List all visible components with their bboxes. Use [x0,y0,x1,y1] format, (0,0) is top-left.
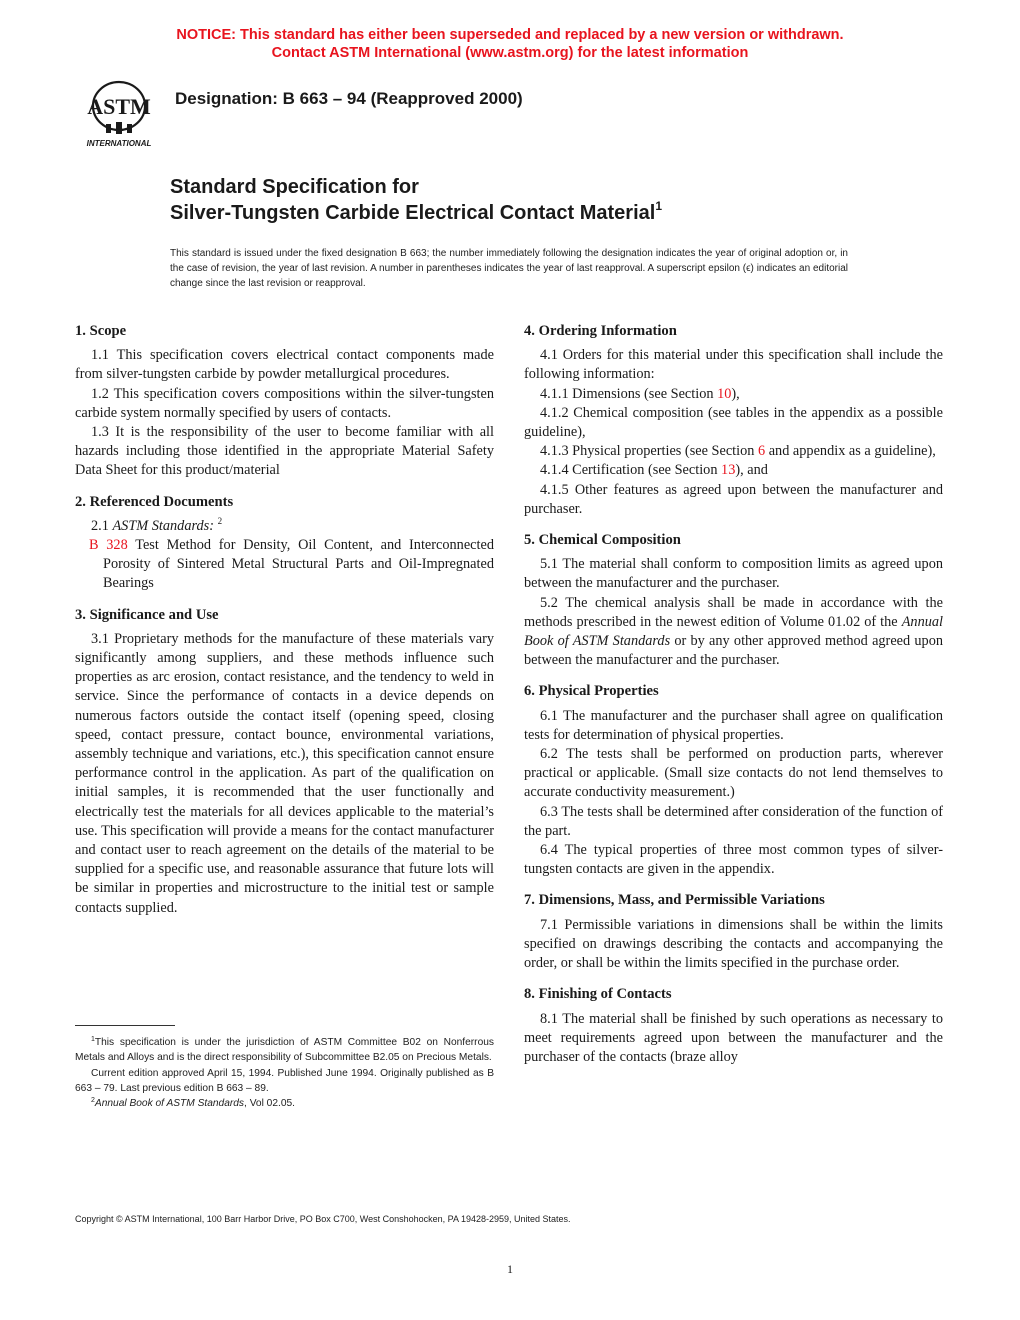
paragraph: 5.2 The chemical analysis shall be made in accordance with the methods prescribed in the newest edition of Volume 01.02 of the Annual Book of ASTM Standards or by any other approved method agreed upon between the manufacturer and the purchaser. [524,594,943,669]
notice-line-1: NOTICE: This standard has either been superseded and replaced by a new version or withdrawn. [176,27,844,43]
reference-entry: B 328 Test Method for Density, Oil Content, and Interconnected Porosity of Sintered Metal Structural Parts and Oil-Impregnated Bearings [89,537,494,592]
paragraph: 4.1.5 Other features as agreed upon between the manufacturer and purchaser. [524,481,943,517]
designation: Designation: B 663 – 94 (Reapproved 2000) [175,89,523,108]
paragraph: 8.1 The material shall be finished by such operations as necessary to meet requirements agreed upon between the manufacturer and the purchaser of the contacts (braze alloy [524,1010,943,1065]
issuance-statement: This standard is issued under the fixed designation B 663; the number immediately following the designation indicates the year of original adoption or, in the case of revision, the year of last revision. A number in parentheses indicates the year of last reapproval. A superscript epsilon (ϵ) indicates an editorial change since the last revision or reapproval. [170,248,848,289]
section-link-6[interactable]: 6 [757,443,766,460]
logo-word: ASTM [87,94,151,119]
left-column [75,322,494,918]
paragraph: 4.1.2 Chemical composition (see tables in the appendix as a possible guideline), [524,404,943,441]
title-line-2 [170,200,662,226]
title-line-1: Standard Specification for [170,176,419,198]
title-footnote-mark: 1 [655,199,662,213]
paragraph: 4.1.4 Certification (see Section 13), and [540,462,768,479]
paragraph: 1.2 This specification covers compositions within the silver-tungsten carbide system normally specified by users of contacts. [75,385,494,421]
document-title [170,174,662,226]
paragraph: 1.1 This specification covers electrical contact components made from silver-tungsten carbide by powder metallurgical procedures. [75,347,494,383]
paragraph: 6.3 The tests shall be determined after consideration of the function of the part. [524,803,943,839]
notice-banner [0,26,1020,62]
paragraph: 6.4 The typical properties of three most common types of silver-tungsten contacts are given in the appendix. [524,842,943,878]
paragraph: 1.3 It is the responsibility of the user to become familiar with all hazards including those identified in the appropriate Material Safety Data Sheet for this product/material [75,424,494,479]
section-heading: 5. Chemical Composition [524,532,681,549]
paragraph: 3.1 Proprietary methods for the manufacture of these materials vary significantly among suppliers, and these methods influence such properties as arc erosion, contact resistance, and the tendency to weld in service. Since the performance of contacts in a device depends on numerous factors outside the contact itself (opening speed, closing speed, contact pressure, contact bounce, environmental variations, assembly technique and variations, etc.), this specification cannot ensure performance control in the application. As part of the qualification on initial samples, it is recommended that the user functionally and electrically test the materials for all devices applicable to the material’s use. This specification will provide a means for the contact manufacturer and contact user to reach agreement on the details of the material to be supplied for a specific use, and reasonable assurance that future lots will be similar in properties and microstructure to the initial test or sample contacts supplied. [75,630,494,916]
paragraph: 7.1 Permissible variations in dimensions shall be within the limits specified on drawings describing the contacts and accompanying the order, or shall be within the limits specified in the purchase order. [524,916,943,972]
page-number: 1 [507,1262,513,1276]
reference-link-b328[interactable]: B 328 [89,537,128,554]
logo-caption: INTERNATIONAL [86,139,152,148]
section-heading: 7. Dimensions, Mass, and Permissible Variations [524,892,825,909]
section-heading: 3. Significance and Use [75,606,219,623]
section-link-10[interactable]: 10 [717,385,732,402]
footnotes [75,1035,494,1111]
footnote-2: $^2$Annual Book of ASTM Standards, Vol 02.05. [91,1097,296,1110]
section-heading: 2. Referenced Documents [75,493,234,510]
paragraph: 6.2 The tests shall be performed on production parts, wherever practical or applicable. (Small size contacts do not lend themselves to accurate conductivity measurement.) [524,746,943,801]
paragraph: 4.1.3 Physical properties (see Section 6 and appendix as a guideline), [540,443,936,460]
paragraph: 4.1 Orders for this material under this specification shall include the following information: [524,347,943,383]
paragraph: 5.1 The material shall conform to composition limits as agreed upon between the manufacturer and the purchaser. [524,556,943,592]
paragraph: 2.1 ASTM Standards: $^2$ [91,515,223,534]
footnote-1: $^1$This specification is under the jurisdiction of ASTM Committee B02 on Nonferrous Metals and Alloys and is the direct responsibility of Subcommittee B2.05 on Precious Metals. [75,1036,494,1064]
footnote-divider [75,1025,175,1026]
astm-standards-label: ASTM Standards: [112,517,214,534]
section-heading: 8. Finishing of Contacts [524,986,672,1003]
notice-line-2: Contact ASTM International (www.astm.org) for the latest information [271,45,749,61]
footnote-ref: 2 [217,515,223,526]
title-line-2-text: Silver-Tungsten Carbide Electrical Contact Material [170,202,656,224]
copyright-line: Copyright © ASTM International, 100 Barr Harbor Drive, PO Box C700, West Conshohocken, PA 19428-2959, United States. [75,1214,571,1224]
section-heading: 6. Physical Properties [524,683,659,700]
paragraph: 4.1.1 Dimensions (see Section 10), [540,385,740,402]
paragraph: 6.1 The manufacturer and the purchaser shall agree on qualification tests for determination of physical properties. [524,707,943,743]
astm-logo-icon [76,78,162,150]
section-heading: 1. Scope [75,323,127,339]
right-column [524,322,943,1067]
astm-international-logo [76,78,162,150]
section-heading: 4. Ordering Information [524,323,677,339]
footnote-1-continued: Current edition approved April 15, 1994. Published June 1994. Originally published as B 663 – 79. Last previous edition B 663 – 89. [75,1067,494,1094]
section-link-13[interactable]: 13 [721,462,736,479]
